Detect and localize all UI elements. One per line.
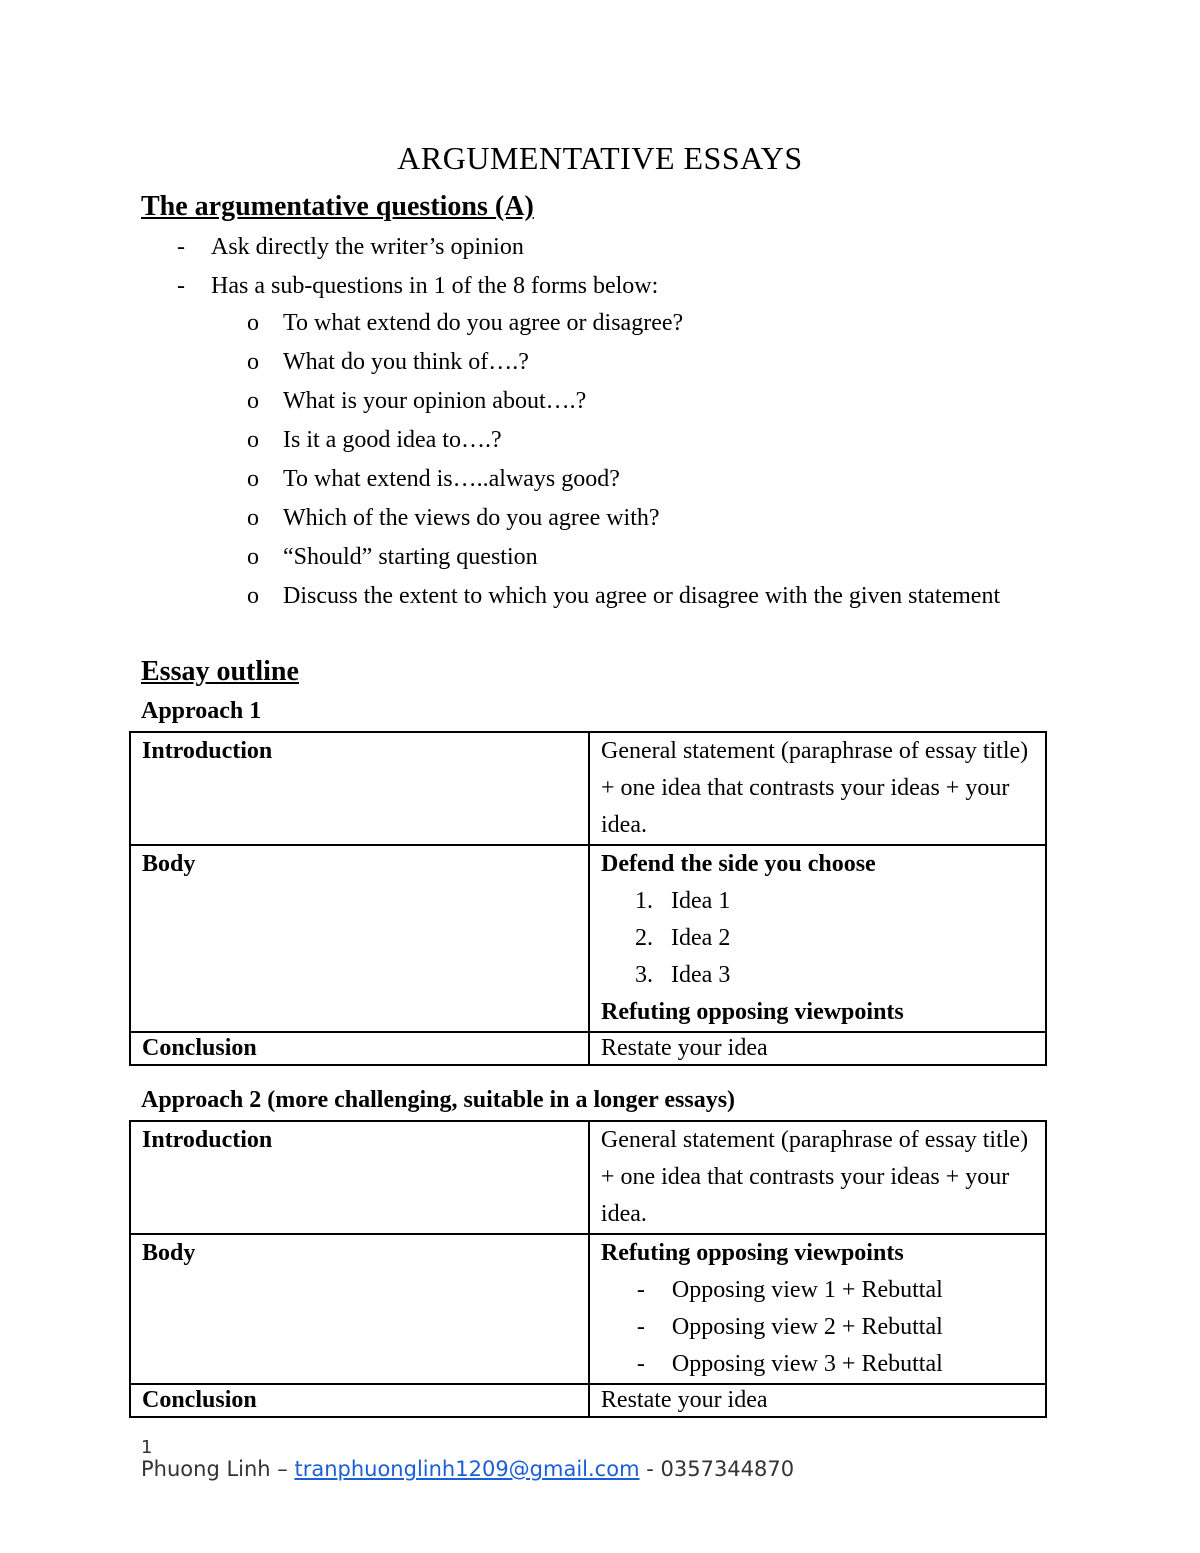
circle-bullet-icon: o (247, 349, 259, 375)
body-footer: Refuting opposing viewpoints (601, 999, 904, 1025)
intro-label-cell: Introduction (130, 1121, 589, 1234)
circle-bullet-icon: o (247, 505, 259, 531)
dash-item (177, 271, 659, 301)
table-row (130, 1121, 1046, 1234)
email-link[interactable]: tranphuonglinh1209@gmail.com (294, 1457, 640, 1481)
dash-marker: - (636, 1351, 645, 1377)
sub-form-item (247, 347, 529, 377)
list-item (601, 957, 1034, 994)
sub-form-text: To what extend is…..always good? (283, 466, 620, 492)
list-number: 2. (635, 925, 654, 951)
sub-form-item (247, 308, 684, 338)
sub-form-text: To what extend do you agree or disagree? (283, 310, 684, 336)
dash-marker: - (177, 234, 185, 260)
table-row (130, 732, 1046, 845)
body-label-cell: Body (130, 845, 589, 1032)
phone-number: 0357344870 (660, 1457, 795, 1481)
circle-bullet-icon: o (247, 466, 259, 492)
circle-bullet-icon: o (247, 544, 259, 570)
opposing-view-text: Opposing view 3 + Rebuttal (671, 1351, 943, 1377)
table-row (130, 845, 1046, 1032)
dash-marker: - (177, 273, 185, 299)
dash-marker: - (636, 1277, 645, 1303)
body-heading: Defend the side you choose (601, 851, 876, 877)
circle-bullet-icon: o (247, 310, 259, 336)
list-item (601, 920, 1034, 957)
author-footer (141, 1457, 794, 1481)
list-item (601, 1309, 1034, 1346)
body-heading: Refuting opposing viewpoints (600, 1240, 904, 1266)
intro-label-cell: Introduction (130, 732, 589, 845)
circle-bullet-icon: o (247, 388, 259, 414)
idea-text: Idea 3 (671, 962, 731, 988)
dash-marker: - (636, 1314, 645, 1340)
sub-form-item (247, 464, 620, 494)
body-label-cell: Body (130, 1234, 589, 1384)
sub-form-item (247, 503, 660, 533)
body-content-cell (589, 845, 1046, 1032)
sub-form-item (247, 542, 538, 572)
idea-list (601, 883, 1034, 994)
section-heading-essay-outline: Essay outline (141, 656, 299, 687)
table-row (130, 1234, 1046, 1384)
section-heading-argumentative-questions: The argumentative questions (A) (141, 191, 534, 222)
sub-form-text: Is it a good idea to….? (283, 427, 502, 453)
list-item (601, 1272, 1034, 1309)
sub-form-text: Which of the views do you agree with? (283, 505, 660, 531)
circle-bullet-icon: o (247, 583, 259, 609)
dash-item-text: Has a sub-questions in 1 of the 8 forms below: (211, 273, 659, 299)
conclusion-label-cell: Conclusion (130, 1384, 589, 1417)
list-number: 1. (635, 888, 654, 914)
author-name: Phuong Linh – (141, 1457, 288, 1481)
dash-item (177, 232, 524, 262)
intro-text-cell: General statement (paraphrase of essay title) + one idea that contrasts your ideas + your idea. (589, 1121, 1046, 1234)
idea-text: Idea 2 (671, 925, 731, 951)
phone-separator: - (646, 1457, 654, 1481)
intro-text-cell: General statement (paraphrase of essay title) + one idea that contrasts your ideas + your idea. (589, 732, 1046, 845)
list-item (601, 883, 1034, 920)
approach-2-table (129, 1120, 1047, 1418)
sub-form-text: Discuss the extent to which you agree or disagree with the given statement (283, 583, 1001, 609)
body-content-cell (589, 1234, 1046, 1384)
sub-form-item (247, 581, 1001, 611)
sub-form-text: “Should” starting question (283, 544, 538, 570)
idea-text: Idea 1 (671, 888, 731, 914)
opposing-view-list (601, 1272, 1034, 1383)
approach-2-label: Approach 2 (more challenging, suitable in a longer essays) (141, 1087, 736, 1113)
opposing-view-text: Opposing view 1 + Rebuttal (671, 1277, 943, 1303)
sub-form-text: What is your opinion about….? (283, 388, 587, 414)
page-title: ARGUMENTATIVE ESSAYS (397, 140, 803, 176)
circle-bullet-icon: o (247, 427, 259, 453)
approach-1-label: Approach 1 (141, 698, 262, 724)
dash-item-text: Ask directly the writer’s opinion (211, 234, 524, 260)
sub-form-item (247, 425, 502, 455)
conclusion-text-cell: Restate your idea (589, 1032, 1046, 1065)
table-row (130, 1384, 1046, 1417)
list-number: 3. (635, 962, 654, 988)
approach-1-table (129, 731, 1047, 1066)
opposing-view-text: Opposing view 2 + Rebuttal (671, 1314, 943, 1340)
conclusion-text-cell: Restate your idea (589, 1384, 1046, 1417)
list-item (601, 1346, 1034, 1383)
table-row (130, 1032, 1046, 1065)
sub-form-item (247, 386, 587, 416)
conclusion-label-cell: Conclusion (130, 1032, 589, 1065)
sub-form-text: What do you think of….? (283, 349, 529, 375)
page-number: 1 (141, 1437, 153, 1458)
